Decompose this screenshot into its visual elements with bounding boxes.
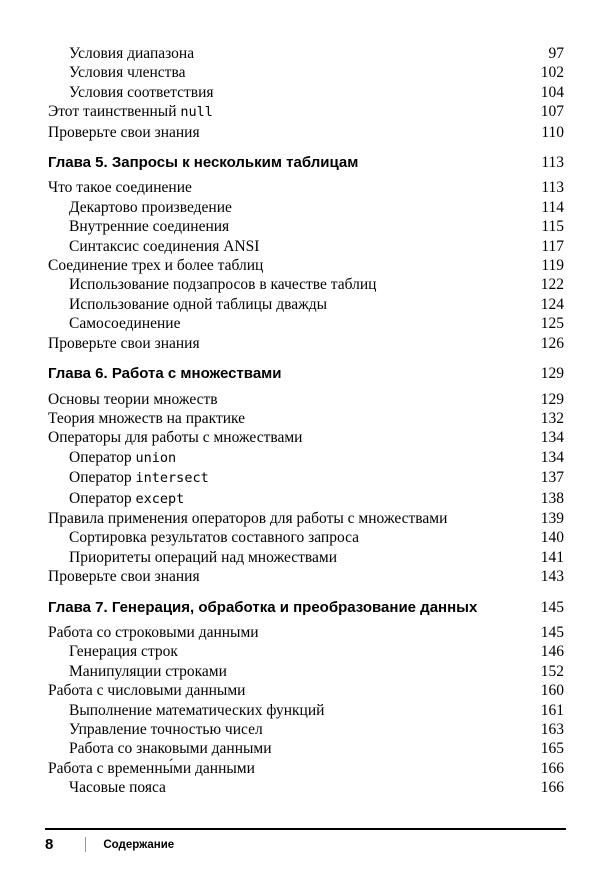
toc-entry-title: Генерация строк (69, 643, 178, 661)
toc-entry-page: 146 (540, 643, 564, 661)
toc-entry-page: 161 (540, 701, 564, 719)
toc-entry-title: Оператор intersect (69, 469, 209, 487)
toc-entry (48, 528, 564, 547)
chapter-heading-title: Глава 6. Работа с множествами (48, 365, 282, 383)
toc-entry-page: 152 (540, 662, 564, 680)
toc-entry-title: Работа с числовыми данными (48, 682, 246, 700)
toc-entry-title: Условия диапазона (69, 45, 195, 62)
toc-entry (48, 623, 564, 642)
toc-entry (48, 275, 564, 294)
toc-entry-title: Проверьте свои знания (48, 568, 200, 586)
toc-entry (48, 83, 564, 102)
toc-entry-title: Соединение трех и более таблиц (48, 257, 264, 275)
toc-entry-title: Операторы для работы с множествами (48, 429, 303, 447)
toc-entry-page: 134 (540, 429, 564, 447)
toc-entry-title: Манипуляции строками (69, 662, 227, 680)
toc-entry (48, 567, 564, 586)
toc-entry (48, 759, 564, 778)
toc-entry (48, 428, 564, 447)
toc-entry (48, 334, 564, 353)
toc-entry (48, 217, 564, 236)
toc-entry-page: 140 (540, 529, 564, 547)
toc-entry (48, 448, 564, 468)
chapter-heading (48, 598, 564, 617)
toc-entry-page: 141 (540, 548, 564, 566)
footer-page-number: 8 (45, 836, 54, 853)
toc-entry-title: Самосоединение (69, 315, 181, 333)
toc-entry (48, 63, 564, 82)
toc-entry-title: Правила применения операторов для работы с множествами (48, 509, 448, 527)
toc-entry-page: 165 (540, 740, 564, 758)
toc-entry-page: 114 (541, 198, 564, 216)
toc-entry-title: Условия членства (69, 64, 186, 82)
toc-entry (48, 256, 564, 275)
toc-entry-title: Оператор except (69, 489, 185, 507)
toc-entry-title: Теория множеств на практике (48, 409, 246, 427)
toc-entry-page: 129 (540, 390, 564, 408)
code-term: except (135, 490, 185, 507)
toc-entry (48, 409, 564, 428)
toc-entry-page: 138 (540, 489, 564, 507)
footer-section-label: Содержание (103, 838, 175, 851)
toc-entry-title: Сортировка результатов составного запроса (69, 529, 360, 547)
toc-entry (48, 720, 564, 739)
toc-entry-page: 104 (540, 83, 564, 101)
toc-entry-title: Внутренние соединения (69, 218, 230, 236)
toc-entry (48, 701, 564, 720)
page-footer (45, 828, 566, 853)
toc-entry (48, 44, 564, 63)
toc-entry-page: 113 (541, 179, 564, 197)
toc-entry-page: 125 (540, 315, 564, 333)
toc-entry (48, 548, 564, 567)
footer-separator (85, 837, 86, 852)
toc-entry-page: 145 (540, 623, 564, 641)
toc-entry-page: 102 (540, 64, 564, 82)
code-term: intersect (135, 470, 209, 487)
toc-entry (48, 178, 564, 197)
toc-entry-page: 117 (541, 237, 564, 255)
toc-entry-title: Синтаксис соединения ANSI (69, 237, 260, 255)
toc-entry-title: Оператор union (69, 448, 177, 466)
toc-entry (48, 489, 564, 509)
toc-entry-title: Выполнение математических функций (69, 701, 325, 719)
toc-entry-page: 132 (540, 409, 564, 427)
toc-entry-page: 115 (541, 218, 564, 236)
toc-entry-title: Приоритеты операций над множествами (69, 548, 337, 566)
toc-entry-title: Проверьте свои знания (48, 334, 200, 352)
toc-entry-title: Работа со строковыми данными (48, 623, 259, 641)
toc-entry-title: Использование одной таблицы дважды (69, 295, 328, 313)
toc-entry-title: Основы теории множеств (48, 390, 218, 408)
toc-entry-title: Работа с временны́ми данными (48, 759, 255, 777)
toc-entry (48, 123, 564, 142)
chapter-heading-title: Глава 7. Генерация, обработка и преобразование данных (48, 598, 478, 616)
chapter-heading-page: 129 (540, 365, 564, 383)
toc-entry-title: Работа со знаковыми данными (69, 740, 272, 758)
code-term: union (135, 449, 177, 466)
chapter-heading-page: 113 (541, 154, 564, 172)
toc-entry-page: 160 (540, 682, 564, 700)
toc-entry (48, 468, 564, 488)
toc-entry (48, 681, 564, 700)
toc-entry (48, 662, 564, 681)
code-term: null (180, 104, 213, 121)
toc-entry (48, 509, 564, 528)
chapter-heading (48, 153, 564, 172)
toc-entry-page: 137 (540, 469, 564, 487)
toc-entry-page: 126 (540, 334, 564, 352)
toc-entry-page: 166 (540, 759, 564, 777)
toc-entry (48, 295, 564, 314)
toc-entry (48, 314, 564, 333)
toc-entry-page: 124 (540, 295, 564, 313)
toc-entry-title: Использование подзапросов в качестве таблиц (69, 276, 377, 294)
toc-entry-page: 119 (541, 257, 564, 275)
toc-entry-page: 143 (540, 568, 564, 586)
toc-entry-title: Часовые пояса (69, 779, 166, 797)
toc-entry-title: Проверьте свои знания (48, 123, 200, 141)
toc-entry (48, 237, 564, 256)
toc-entry (48, 390, 564, 409)
chapter-heading-page: 145 (540, 598, 564, 616)
toc-list (48, 44, 564, 798)
toc-entry-title: Управление точностью чисел (69, 721, 263, 738)
toc-entry-title: Что такое соединение (48, 179, 192, 197)
toc-entry (48, 642, 564, 661)
toc-entry-page: 139 (540, 509, 564, 527)
toc-entry-title: Условия соответствия (69, 83, 214, 101)
toc-entry-page: 134 (540, 448, 564, 466)
toc-entry-page: 110 (541, 123, 564, 141)
chapter-heading (48, 364, 564, 383)
toc-entry (48, 739, 564, 758)
toc-entry-title: Этот таинственный null (48, 103, 213, 121)
chapter-heading-title: Глава 5. Запросы к нескольким таблицам (48, 154, 359, 172)
toc-entry-page: 122 (540, 276, 564, 294)
toc-entry-page: 163 (540, 721, 564, 738)
toc-entry-title: Декартово произведение (69, 198, 232, 216)
toc-entry-page: 107 (540, 103, 564, 121)
toc-entry (48, 198, 564, 217)
toc-entry (48, 778, 564, 797)
toc-entry-page: 166 (540, 779, 564, 797)
toc-entry-page: 97 (548, 45, 564, 62)
toc-entry (48, 102, 564, 122)
